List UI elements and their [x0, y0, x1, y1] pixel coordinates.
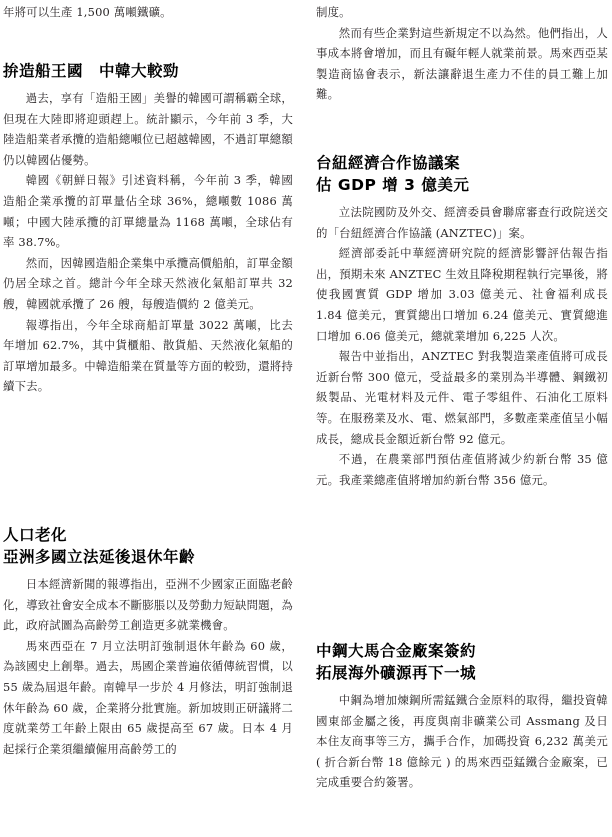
article-paragraph: 韓國《朝鮮日報》引述資料稱，今年前 3 季，韓國造船企業承攬的訂單量佔全球 36%，總噸數 1086 萬噸；中國大陸承攬的訂單總量為 1168 萬噸，全球佔有率 38.7%。	[3, 173, 293, 250]
continued-text	[3, 2, 293, 23]
article-paragraph: 然而，因韓國造船企業集中承攬高價船舶，訂單金額仍居全球之首。總計今年全球天然液化氣船訂單共 32 艘，韓國就承攬了 26 艘，每艘造價約 2 億美元。	[3, 255, 293, 311]
continued-article	[316, 2, 608, 105]
article-paragraph: 日本經濟新聞的報導指出，亞洲不少國家正面臨老齡化，導致社會安全成本不斷膨脹以及勞動力短缺問題，為此，政府試圖為高齡勞工創造更多就業機會。	[3, 577, 293, 633]
article-paragraph: 經濟部委託中華經濟研究院的經濟影響評估報告指出，預期未來 ANZTEC 生效且降稅期程執行完畢後，將使我國實質 GDP 增加 3.03 億美元、社會福利成長 1.84 億美元，實質總出口增加 6.24 億美元、實質總進口增加 6.06 億美元，總就業增加 6,225 人次。	[316, 246, 608, 343]
article-paragraph: 馬來西亞在 7 月立法明訂強制退休年齡為 60 歲，為該國史上創舉。過去，馬國企業普遍依循傳統習慣，以 55 歲為屆退年齡。南韓早一步於 4 月修法，明訂強制退休年齡為 60 歲，企業將分批實施。新加坡則正研議將二度就業勞工年齡上限由 65 歲提高至 67 歲。日本 4 月起採行企業須繼續僱用高齡勞工的	[3, 638, 293, 756]
article-title-line1: 台紐經濟合作協議案	[316, 154, 461, 172]
article-paragraph: 立法院國防及外交、經濟委員會聯席審查行政院送交的「台紐經濟合作協議 (ANZTEC)」案。	[316, 205, 608, 240]
article-paragraph: 報導指出，今年全球商船訂單量 3022 萬噸，比去年增加 62.7%，其中貨櫃船、散貨船、天然液化氣船的訂單增加最多。中韓造船業在質量等方面的較勁，還將持續下去。	[3, 317, 293, 394]
article-title-line1: 中鋼大馬合金廠案簽約	[316, 642, 477, 660]
article-aging	[3, 524, 293, 759]
article-anztec	[316, 152, 608, 490]
carry-over-text: 制度。	[316, 5, 351, 19]
top-line: 年將可以生產 1,500 萬噸鐵礦。	[3, 5, 172, 19]
article-shipbuilding	[3, 60, 293, 397]
article-paragraph: 不過，在農業部門預估產值將減少約新台幣 35 億元。我產業總產值將增加約新台幣 356 億元。	[316, 452, 608, 487]
article-title-line2: 估 GDP 增 3 億美元	[316, 176, 470, 194]
article-paragraph: 過去，享有「造船王國」美譽的韓國可謂稱霸全球，但現在大陸即將迎頭趕上。統計顯示，今年前 3 季，大陸造船業者承攬的造船總噸位已超越韓國，不過訂單總額仍以韓國佔優勢。	[3, 91, 293, 167]
article-title: 拚造船王國 中韓大較勁	[3, 62, 180, 80]
article-paragraph: 然而有些企業對這些新規定不以為然。他們指出，人事成本將會增加，而且有礙年輕人就業前景。馬來西亞某製造商協會表示，新法讓辭退生產力不佳的員工難上加難。	[316, 25, 608, 102]
article-title-line2: 亞洲多國立法延後退休年齡	[3, 548, 196, 566]
article-paragraph: 中鋼為增加煉鋼所需錳鐵合金原料的取得，繼投資韓國東部金屬之後，再度與南非礦業公司 Assmang 及日本住友商事等三方，攜手合作，加碼投資 6,232 萬美元 ( 折合新台幣 18 億餘元 ) 的馬來西亞錳鐵合金廠案，已完成重要合約簽署。	[316, 693, 608, 790]
article-title-line1: 人口老化	[3, 526, 68, 544]
article-title-line2: 拓展海外礦源再下一城	[316, 664, 477, 682]
article-paragraph: 報告中並指出，ANZTEC 對我製造業產值將可成長近新台幣 300 億元，受益最多的業別為半導體、鋼鐵初級製品、光電材料及元件、電子零組件、石油化工原料等。在服務業及水、電、燃氣部門，多數產業產值呈小幅成長，總成長金額近新台幣 92 億元。	[316, 349, 608, 446]
article-csc-malaysia	[316, 640, 608, 793]
